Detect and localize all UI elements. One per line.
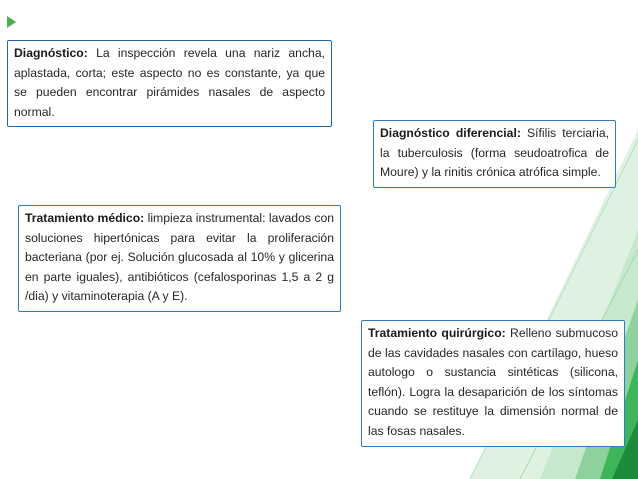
bullet-arrow-icon [7,16,16,28]
tratamiento-medico-box [18,205,341,312]
diagnostico-title: Diagnóstico: [14,46,97,60]
diagnostico-diferencial-text: Sífilis terciaria, la tuberculosis (forma seudoatrofica de Moure) y la rinitis crónica atrófica simple. [380,126,609,180]
tratamiento-quirurgico-text: Relleno submucoso de las cavidades nasales con cartílago, hueso autologo o sustancia sintéticas (silicona, teflón). Logra la desaparición de los síntomas cuando se restituye la dimensión normal de las fosas nasales. [368,326,618,438]
diagnostico-diferencial-title: Diagnóstico diferencial: [380,126,528,140]
tratamiento-medico-text: limpieza instrumental: lavados con soluciones hipertónicas para evitar la proliferación bacteriana (por ej. Solución glucosada al 10% y glicerina en parte iguales), antibióticos (cefalosporinas 1,5 a 2 g /dia) y vitaminoterapia (A y E). [25,211,335,304]
diagnostico-box [7,40,332,127]
diagnostico-text: La inspección revela una nariz ancha, aplastada, corta; este aspecto no es constante, ya que se pueden encontrar pirámides nasales de aspecto normal. [14,46,325,119]
diagnostico-diferencial-box [373,120,616,188]
tratamiento-quirurgico-title: Tratamiento quirúrgico: [368,326,511,340]
tratamiento-quirurgico-box [361,320,625,447]
tratamiento-medico-title: Tratamiento médico: [25,211,148,225]
